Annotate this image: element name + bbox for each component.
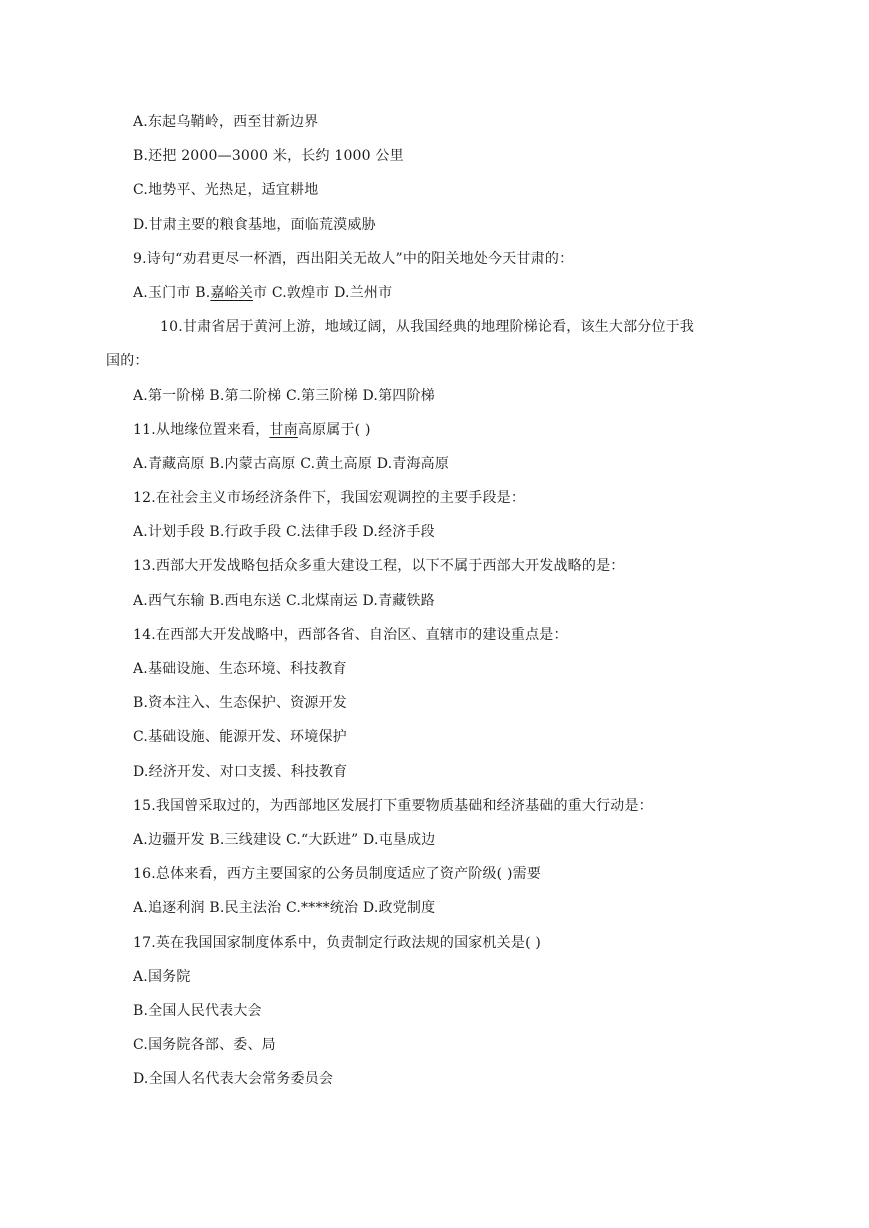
question-14: 14.在西部大开发战略中，西部各省、自治区、直辖市的建设重点是： xyxy=(133,626,568,643)
question-17: 17.英在我国国家制度体系中，负责制定行政法规的国家机关是( ) xyxy=(133,934,542,951)
text-line xyxy=(133,279,743,313)
text-line: C.基础设施、能源开发、环境保护 xyxy=(133,729,347,746)
option-text: A.玉门市 B. xyxy=(133,284,211,301)
text-line: A.东起乌鞘岭，西至甘新边界 xyxy=(133,114,319,130)
text-line: D.经济开发、对口支援、科技教育 xyxy=(133,763,348,780)
text-line: C.国务院各部、委、局 xyxy=(133,1037,276,1054)
question-9: 9.诗句“劝君更尽一杯酒，西出阳关无故人”中的阳关地处今天甘肃的： xyxy=(133,250,574,267)
question-11 xyxy=(133,416,743,450)
underlined-term: 甘南 xyxy=(269,421,298,438)
text-line: B.全国人民代表大会 xyxy=(133,1002,262,1019)
text-line: B.还把 2000—3000 米，长约 1000 公里 xyxy=(133,148,404,165)
text-line: 国的： xyxy=(106,353,149,370)
text-line: A.边疆开发 B.三线建设 C.“大跃进” D.屯垦成边 xyxy=(133,831,436,848)
question-text-part: 11.从地缘位置来看， xyxy=(133,421,270,438)
text-line: A.追逐利润 B.民主法治 C.****统治 D.政党制度 xyxy=(133,900,436,917)
text-line: D.甘肃主要的粮食基地，面临荒漠威胁 xyxy=(133,216,376,233)
question-13: 13.西部大开发战略包括众多重大建设工程，以下不属于西部大开发战略的是： xyxy=(133,558,625,575)
question-text-part: 高原属于( ) xyxy=(297,421,371,438)
text-line: A.第一阶梯 B.第二阶梯 C.第三阶梯 D.第四阶梯 xyxy=(133,387,435,404)
option-text: 市 C.敦煌市 D.兰州市 xyxy=(252,284,393,301)
text-line: A.国务院 xyxy=(133,968,191,985)
underlined-term: 嘉峪关 xyxy=(210,284,253,301)
question-12: 12.在社会主义市场经济条件下，我国宏观调控的主要手段是： xyxy=(133,490,526,507)
text-line: D.全国人名代表大会常务委员会 xyxy=(133,1071,334,1088)
question-10: 10.甘肃省居于黄河上游，地域辽阔，从我国经典的地理阶梯论看，该生大部分位于我 xyxy=(160,319,695,336)
text-line: A.西气东输 B.西电东送 C.北煤南运 D.青藏铁路 xyxy=(133,592,435,609)
text-line: A.基础设施、生态环境、科技教育 xyxy=(133,661,347,677)
question-16: 16.总体来看，西方主要国家的公务员制度适应了资产阶级( )需要 xyxy=(133,866,542,883)
question-15: 15.我国曾采取过的，为西部地区发展打下重要物质基础和经济基础的重大行动是： xyxy=(133,797,653,814)
question-text xyxy=(106,108,743,1099)
text-line: C.地势平、光热足，适宜耕地 xyxy=(133,182,319,199)
text-line: A.计划手段 B.行政手段 C.法律手段 D.经济手段 xyxy=(133,524,435,541)
text-line: B.资本注入、生态保护、资源开发 xyxy=(133,695,347,712)
text-line: A.青藏高原 B.内蒙古高原 C.黄土高原 D.青海高原 xyxy=(133,455,450,472)
